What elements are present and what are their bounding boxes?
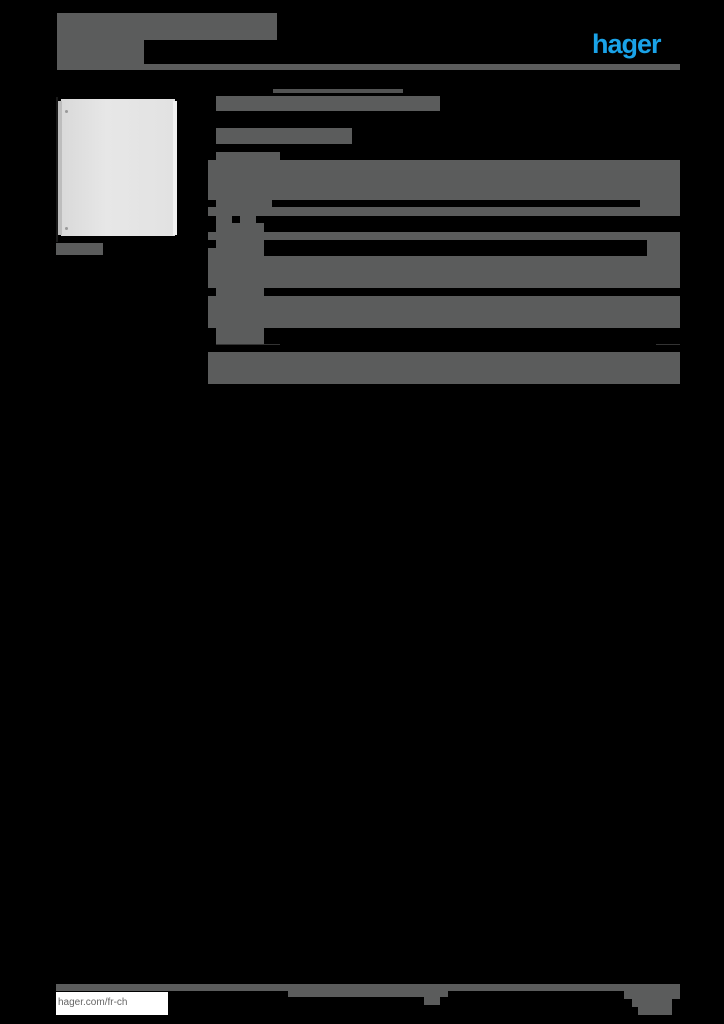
row-rule	[208, 215, 680, 216]
document-title	[57, 16, 277, 40]
document-subtitle	[57, 40, 144, 64]
hager-logo: hager	[592, 29, 661, 59]
spec-row	[208, 296, 680, 328]
section-rule-right	[656, 344, 680, 345]
footer-right-text	[624, 991, 680, 999]
side-tab	[647, 240, 680, 256]
spec-row	[208, 256, 680, 288]
title-glyph-ticks	[57, 13, 277, 16]
spec-row	[264, 232, 680, 240]
image-left-edge	[56, 97, 58, 242]
footer-right-tail	[632, 999, 672, 1007]
section-label-tab	[216, 152, 280, 160]
product-heading	[216, 96, 440, 111]
section-rule	[216, 344, 280, 345]
row-separator	[208, 200, 216, 207]
side-tab	[208, 248, 216, 256]
image-caption	[56, 243, 103, 255]
footer-rule	[56, 984, 680, 991]
spec-row	[208, 352, 680, 384]
side-tab	[208, 232, 216, 240]
product-subheading	[216, 128, 352, 144]
footer-center-tail	[424, 997, 440, 1005]
footer-url[interactable]: hager.com/fr-ch	[58, 997, 128, 1008]
screw-dot	[65, 227, 68, 230]
footer-url-box[interactable]	[56, 992, 168, 1015]
heading-ticks	[273, 89, 403, 93]
product-image	[61, 99, 175, 236]
stem	[240, 215, 256, 223]
header-rule	[57, 64, 680, 70]
footer-right-tail2	[638, 1007, 672, 1015]
section-label-tab	[216, 288, 264, 344]
screw-dot	[65, 110, 68, 113]
stem	[216, 215, 232, 223]
row-separator	[272, 200, 640, 207]
row-rule	[208, 287, 680, 288]
